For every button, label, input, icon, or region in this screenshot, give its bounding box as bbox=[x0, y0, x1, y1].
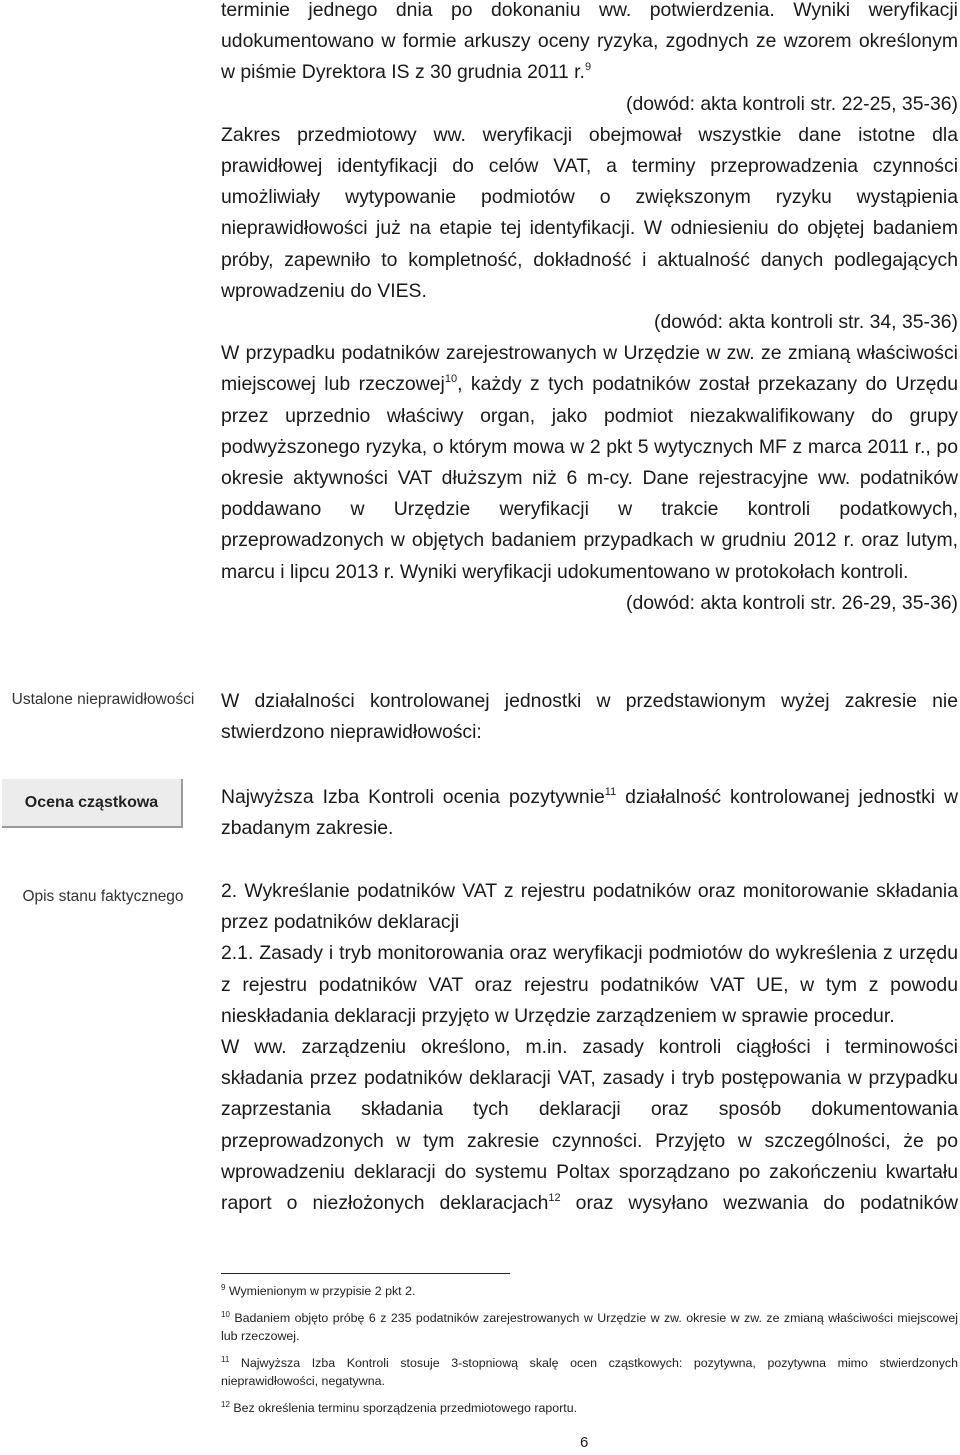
assessment-text-block bbox=[221, 782, 958, 844]
footnote-10: $^{10}$ Badaniem objęto próbę 6 z 235 podatników zarejestrowanych w Urzędzie w zw. okresie w zw. ze zmianą właściwości miejscowej lub rzeczowej. bbox=[221, 1310, 958, 1343]
paragraph-order-rules: W ww. zarządzeniu określono, m.in. zasady kontroli ciągłości i terminowości składania przez podatników deklaracji VAT, zasady i tryb postępowania w przypadku zaprzestania składania tych deklaracji oraz sposób dokumentowania przeprowadzonych w tym zakresie czynności. Przyjęto w szczególności, że po wprowadzeniu deklaracji do systemu Poltax sporządzano po zakończeniu kwartału raport o niezłożonych deklaracjach$^{12}$ oraz wysyłano wezwania do podatników bbox=[221, 1036, 958, 1215]
section-2-heading: 2. Wykreślanie podatników VAT z rejestru podatników oraz monitorowanie składania przez podatników deklaracji bbox=[221, 880, 958, 934]
evidence-reference: (dowód: akta kontroli str. 22-25, 35-36) bbox=[626, 92, 958, 115]
sidebar-label-irregularities: Ustalone nieprawidłowości bbox=[11, 691, 195, 708]
footnote-11: $^{11}$ Najwyższa Izba Kontroli stosuje 3-stopniową skalę ocen cząstkowych: pozytywna, pozytywna mimo stwierdzonych nieprawidłowości, negatywna. bbox=[221, 1355, 958, 1388]
sidebar-label-facts: Opis stanu faktycznego bbox=[22, 888, 184, 905]
evidence-reference: (dowód: akta kontroli str. 34, 35-36) bbox=[654, 311, 958, 334]
main-text-block-1 bbox=[221, 0, 958, 619]
paragraph-scope: Zakres przedmiotowy ww. weryfikacji obejmował wszystkie dane istotne dla prawidłowej identyfikacji do celów VAT, a terminy przeprowadzenia czynności umożliwiały wytypowanie podmiotów o zwiększonym ryzyku wystąpienia nieprawidłowości już na etapie tej identyfikacji. W odniesieniu do objętej badaniem próby, zapewniło to kompletność, dokładność i aktualność danych podlegających wprowadzeniu do VIES. bbox=[221, 123, 958, 302]
footnote-ref-10[interactable]: 10 bbox=[444, 373, 458, 386]
irregularities-text-block bbox=[221, 686, 958, 748]
sidebar-label-assessment: Ocena cząstkowa bbox=[2, 779, 183, 828]
footnote-ref-12[interactable]: 12 bbox=[548, 1192, 561, 1205]
footnote-ref-9[interactable]: 9 bbox=[584, 61, 592, 74]
irregularities-statement: W działalności kontrolowanej jednostki w przedstawionym wyżej zakresie nie stwierdzono nieprawidłowości: bbox=[221, 690, 958, 744]
footnotes bbox=[221, 1282, 958, 1426]
footnote-12: $^{12}$ Bez określenia terminu sporządzenia przedmiotowego raportu. bbox=[221, 1400, 578, 1415]
paragraph-verification: terminie jednego dnia po dokonaniu ww. potwierdzenia. Wyniki weryfikacji udokumentowano w formie arkuszy oceny ryzyka, zgodnych ze wzorem określonym w piśmie Dyrektora IS z 30 grudnia 2011 r.$^9$ bbox=[221, 0, 958, 84]
section-2-text-block bbox=[221, 876, 958, 1219]
assessment-statement: Najwyższa Izba Kontroli ocenia pozytywnie$^{11}$ działalność kontrolowanej jednostki w zbadanym zakresie. bbox=[221, 786, 958, 840]
footnote-divider bbox=[221, 1273, 510, 1274]
section-2-1-heading: 2.1. Zasady i tryb monitorowania oraz weryfikacji podmiotów do wykreślenia z urzędu z rejestru podatników VAT oraz rejestru podatników VAT UE, w tym z powodu nieskładania deklaracji przyjęto w Urzędzie zarządzeniem w sprawie procedur. bbox=[221, 942, 958, 1027]
paragraph-registered-taxpayers: W przypadku podatników zarejestrowanych w Urzędzie w zw. ze zmianą właściwości miejscowej lub rzeczowej$^{10}$, każdy z tych podatników został przekazany do Urzędu przez uprzednio właściwy organ, jako podmiot niezakwalifikowany do grupy podwyższonego ryzyka, o którym mowa w 2 pkt 5 wytycznych MF z marca 2011 r., po okresie aktywności VAT dłuższym niż 6 m-cy. Dane rejestracyjne ww. podatników poddawano w Urzędzie weryfikacji w trakcie kontroli podatkowych, przeprowadzonych w objętych badaniem przypadkach w grudniu 2012 r. oraz lutym, marcu i lipcu 2013 r. Wyniki weryfikacji udokumentowano w protokołach kontroli. bbox=[221, 342, 959, 583]
footnote-ref-11[interactable]: 11 bbox=[604, 786, 617, 798]
footnote-9: $^9$ Wymienionym w przypisie 2 pkt 2. bbox=[221, 1283, 416, 1298]
page-number: 6 bbox=[580, 1434, 589, 1451]
evidence-reference: (dowód: akta kontroli str. 26-29, 35-36) bbox=[626, 591, 958, 614]
